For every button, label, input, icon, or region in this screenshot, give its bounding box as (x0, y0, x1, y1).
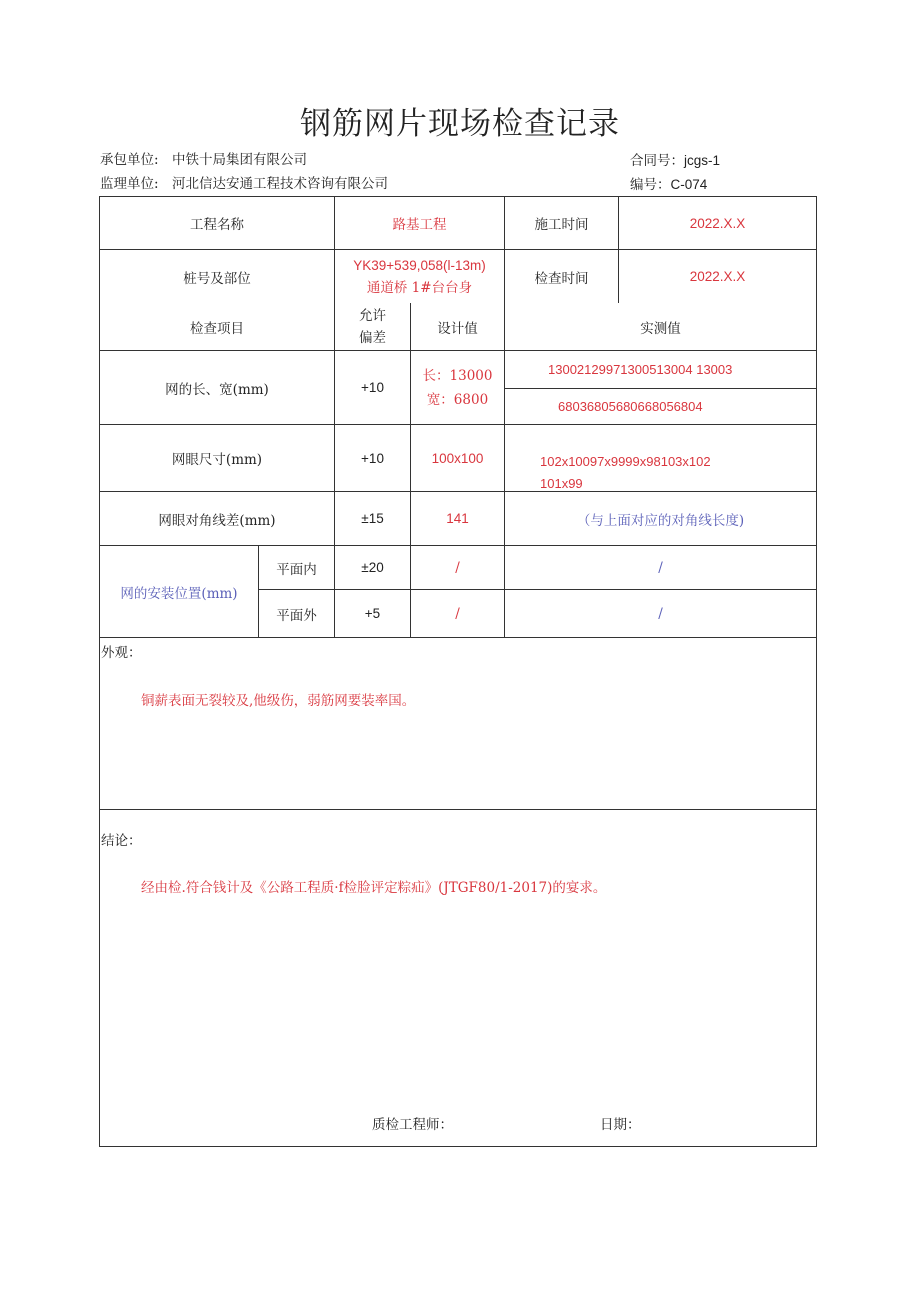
out-plane-tolerance: +5 (364, 606, 381, 621)
out-plane-design: / (455, 605, 460, 622)
appearance-text: 铜薪表面无裂较及,他级伤，弱筋网要装率国。 (141, 693, 416, 709)
rule (504, 388, 817, 389)
supervisor-name: 河北信达安通工程技术咨询有限公司 (172, 176, 388, 192)
in-plane-tolerance: ±20 (361, 560, 384, 575)
in-plane-design: / (455, 559, 460, 576)
install-position-label: 网的安装位置(mm) (120, 585, 238, 602)
col-header-measured: 实测值 (640, 320, 681, 337)
station-value (335, 250, 504, 303)
out-plane-measured: / (658, 605, 663, 622)
inspection-time-value: 2022.X.X (689, 269, 746, 284)
contractor-name: 中铁十局集团有限公司 (172, 152, 307, 168)
station-label: 桩号及部位 (183, 270, 251, 287)
date-label: 日期： (600, 1117, 641, 1133)
table-border-bottom (99, 1146, 817, 1147)
size-tolerance: +10 (361, 380, 384, 395)
mesh-size-tolerance: +10 (361, 450, 384, 466)
inspection-time-label: 检查时间 (534, 270, 589, 287)
mesh-size-measured-line1: 102x10097x9999x98103x102 (540, 454, 711, 469)
mesh-size-design: 100x100 (431, 450, 484, 466)
rule (99, 809, 817, 810)
conclusion-label: 结论： (101, 833, 142, 849)
page-title: 钢筋网片现场检查记录 (300, 106, 620, 142)
construction-time-label: 施工时间 (534, 217, 589, 233)
appearance-label: 外观： (101, 645, 142, 661)
diagonal-label: 网眼对角线差(mm) (158, 512, 276, 529)
col-header-tolerance-line1: 允许 (359, 307, 386, 324)
supervisor-label: 监理单位: (100, 176, 159, 192)
size-measured-length: 13002129971300513004 13003 (548, 362, 733, 377)
size-design (411, 351, 504, 424)
construction-time-value: 2022.X.X (689, 215, 746, 231)
table-border-right (816, 196, 817, 1147)
serial-number: 编号：C-074 (630, 177, 708, 192)
station-value-line2: 通道桥 1#台台身 (366, 279, 473, 296)
in-plane-measured: / (658, 559, 663, 576)
quality-engineer-label: 质检工程师： (372, 1117, 453, 1133)
contractor-label: 承包单位: (100, 152, 159, 168)
size-design-length: 长：13000 (422, 367, 493, 384)
out-plane-label: 平面外 (276, 607, 317, 624)
col-header-design: 设计值 (437, 320, 478, 337)
diagonal-design: 141 (446, 511, 469, 526)
col-header-tolerance (335, 303, 410, 350)
mesh-size-measured-line2: 101x99 (540, 476, 583, 491)
project-name-label: 工程名称 (190, 217, 244, 233)
conclusion-text: 经由检.符合钱计及《公路工程质·f检脸评定粽疝》(JTGF80/1-2017)的宴求。 (141, 880, 607, 896)
size-label: 网的长、宽(mm) (165, 381, 269, 398)
contract-number: 合同号：jcgs-1 (630, 153, 721, 168)
size-design-width: 宽：6800 (426, 391, 489, 408)
diagonal-measured: （与上面对应的对角线长度) (576, 512, 745, 529)
diagonal-tolerance: ±15 (361, 511, 384, 526)
col-header-tolerance-line2: 偏差 (359, 329, 386, 346)
project-name-value: 路基工程 (392, 217, 447, 233)
col-header-item: 检查项目 (190, 320, 244, 337)
rule (99, 637, 817, 638)
station-value-line1: YK39+539,058(l-13m) (353, 257, 486, 273)
mesh-size-label: 网眼尺寸(mm) (171, 452, 263, 468)
size-measured-width: 68036805680668056804 (558, 399, 703, 414)
in-plane-label: 平面内 (276, 561, 317, 578)
